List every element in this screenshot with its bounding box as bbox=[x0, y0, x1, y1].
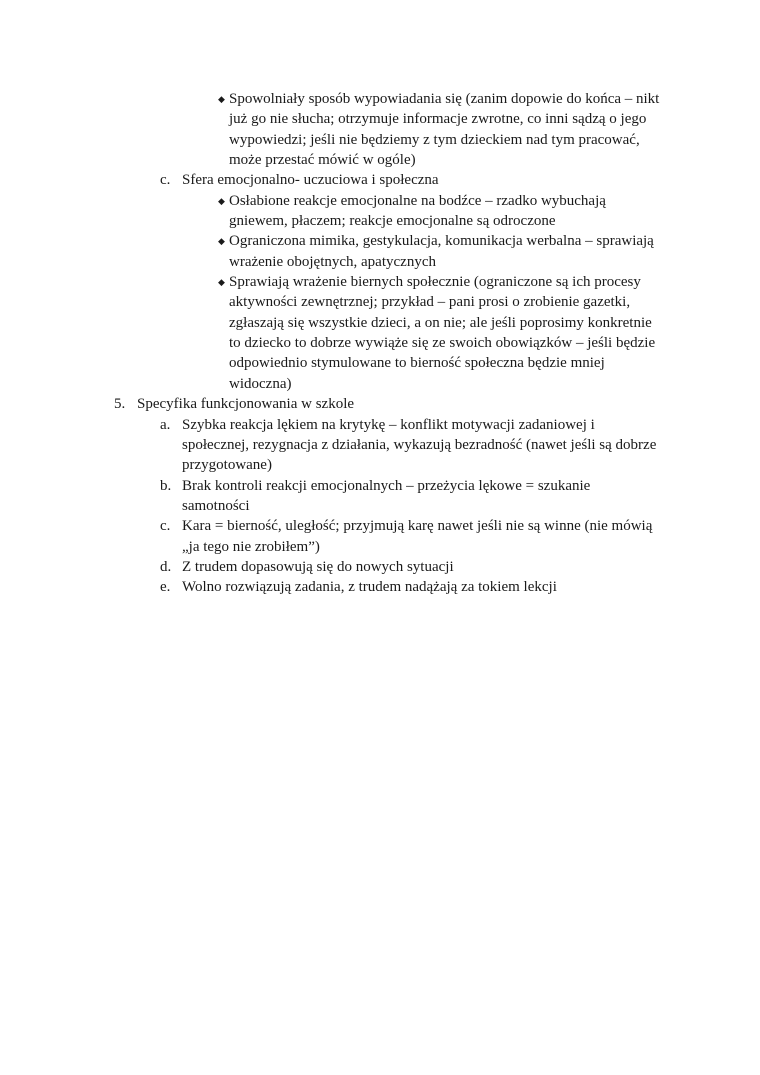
bullet-text-line: to dziecko to dobrze wywiąże się ze swoich obowiązków – jeśli będzie bbox=[229, 335, 656, 351]
bullet-text-line: wypowiedzi; jeśli nie będziemy z tym dzieckiem nad tym pracować, bbox=[229, 132, 640, 148]
list-item-text-line: przygotowane) bbox=[182, 457, 272, 473]
bullet-text-line: Ograniczona mimika, gestykulacja, komunikacja werbalna – sprawiają bbox=[229, 233, 654, 249]
bullet-text-line: widoczna) bbox=[229, 376, 292, 392]
list-item-text-line: Z trudem dopasowują się do nowych sytuacji bbox=[182, 559, 454, 575]
bullet-text-line: Osłabione reakcje emocjonalne na bodźce – rzadko wybuchają bbox=[229, 193, 606, 209]
list-item-text-line: samotności bbox=[182, 498, 250, 514]
bullet-text-line: zgłaszają się wszystkie dzieci, a on nie; ale jeśli poprosimy konkretnie bbox=[229, 315, 652, 331]
bullet-diamond-icon: ◆ bbox=[218, 94, 225, 104]
bullet-text-line: odpowiednio stymulowane to bierność społeczna będzie mniej bbox=[229, 355, 605, 371]
bullet-text-line: Sprawiają wrażenie biernych społecznie (ograniczone są ich procesy bbox=[229, 274, 641, 290]
bullet-text-line: może przestać mówić w ogóle) bbox=[229, 152, 416, 168]
list-marker: c. bbox=[160, 172, 171, 188]
list-marker: 5. bbox=[114, 396, 126, 412]
bullet-text-line: już go nie słucha; otrzymuje informacje zwrotne, co inni sądzą o jego bbox=[229, 111, 647, 127]
section-heading: Sfera emocjonalno- uczuciowa i społeczna bbox=[182, 172, 439, 188]
bullet-diamond-icon: ◆ bbox=[218, 196, 225, 206]
list-item-text-line: „ja tego nie zrobiłem”) bbox=[182, 539, 320, 555]
list-marker: c. bbox=[160, 518, 171, 534]
bullet-diamond-icon: ◆ bbox=[218, 236, 225, 246]
list-item-text-line: Szybka reakcja lękiem na krytykę – konflikt motywacji zadaniowej i bbox=[182, 417, 595, 433]
list-item-text-line: Brak kontroli reakcji emocjonalnych – przeżycia lękowe = szukanie bbox=[182, 478, 591, 494]
bullet-text-line: Spowolniały sposób wypowiadania się (zanim dopowie do końca – nikt bbox=[229, 91, 660, 107]
bullet-diamond-icon: ◆ bbox=[218, 277, 225, 287]
list-item-text-line: Kara = bierność, uległość; przyjmują karę nawet jeśli nie są winne (nie mówią bbox=[182, 518, 653, 534]
list-item-text-line: społecznej, rezygnacja z działania, wykazują bezradność (nawet jeśli są dobrze bbox=[182, 437, 657, 453]
bullet-text-line: gniewem, płaczem; reakcje emocjonalne są odroczone bbox=[229, 213, 556, 229]
list-item-text-line: Wolno rozwiązują zadania, z trudem nadążają za tokiem lekcji bbox=[182, 579, 557, 595]
section-heading: Specyfika funkcjonowania w szkole bbox=[137, 396, 355, 412]
list-marker: d. bbox=[160, 559, 172, 575]
list-marker: b. bbox=[160, 478, 172, 494]
bullet-text-line: aktywności zewnętrznej; przykład – pani prosi o zrobienie gazetki, bbox=[229, 294, 631, 310]
list-marker: a. bbox=[160, 417, 171, 433]
bullet-text-line: wrażenie obojętnych, apatycznych bbox=[229, 254, 436, 270]
list-marker: e. bbox=[160, 579, 171, 595]
